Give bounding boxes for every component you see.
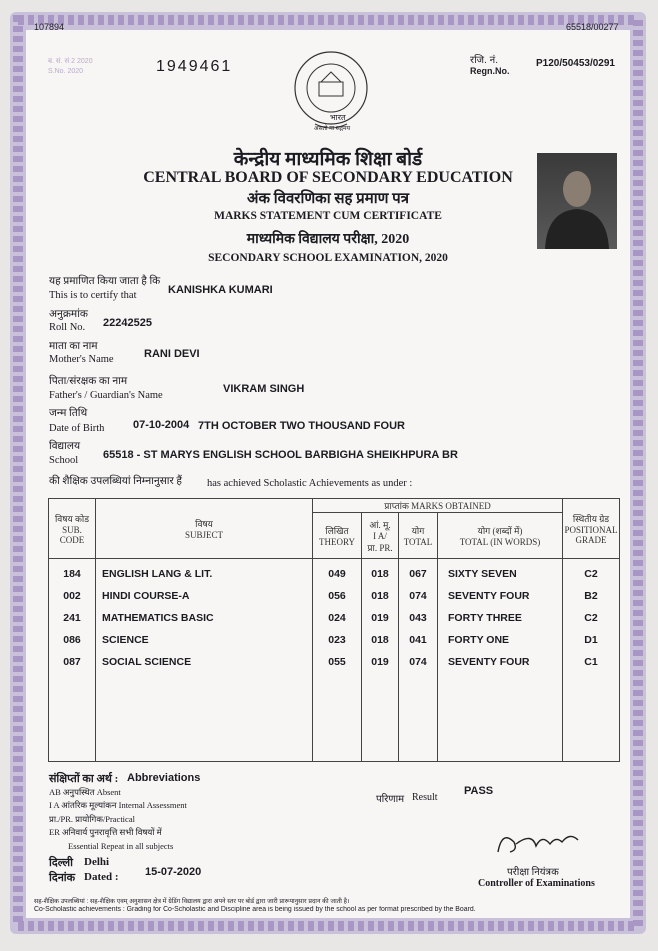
document-title-hindi: अंक विवरणिका सह प्रमाण पत्र — [247, 191, 409, 207]
abbr-essential-repeat-hindi: ER अनिवार्य पुनरावृत्ति सभी विषयों में — [49, 827, 162, 837]
achievement-hindi: की शैक्षिक उपलब्धियां निम्नानुसार हैं — [49, 476, 183, 487]
abbreviations-title-hindi: संक्षिप्तों का अर्थ : — [49, 773, 119, 785]
student-name: KANISHKA KUMARI — [168, 284, 273, 296]
place: Delhi — [84, 856, 110, 868]
serial-top-right: 65518/00277 — [566, 22, 619, 32]
school-label-hindi: विद्यालय — [49, 441, 81, 452]
certificate-number: 1949461 — [156, 58, 233, 75]
col-total-words-label: TOTAL (IN WORDS) — [459, 537, 541, 547]
table-cell-subject: SOCIAL SCIENCE — [102, 656, 192, 668]
table-cell-theory: 024 — [328, 612, 346, 624]
emblem-ring-text — [312, 6, 381, 15]
col-sub-code-hindi: विषय कोड — [54, 514, 90, 524]
result-label-hindi: परिणाम — [376, 794, 405, 805]
serial-top-left: 107894 — [34, 22, 65, 32]
table-cell-words: FORTY THREE — [448, 612, 522, 624]
certify-label: This is to certify that — [49, 290, 137, 301]
marks-obtained-hindi: प्राप्तांक — [384, 501, 409, 511]
col-pr-label: प्रा. PR. — [367, 542, 393, 553]
col-grade-label: POSITIONAL GRADE — [564, 525, 618, 545]
date-label-hindi: दिनांक — [49, 872, 76, 884]
certify-label-hindi: यह प्रमाणित किया जाता है कि — [49, 276, 161, 287]
regn-label: Regn.No. — [470, 66, 510, 76]
exam-title-hindi: माध्यमिक विद्यालय परीक्षा, 2020 — [246, 232, 410, 247]
col-grade — [563, 499, 620, 559]
abbr-absent: AB अनुपस्थित Absent — [49, 787, 121, 797]
col-sub-code — [49, 499, 96, 559]
col-theory-label: THEORY — [319, 537, 355, 547]
table-cell-theory: 049 — [328, 568, 346, 580]
roll-label-hindi: अनुक्रमांक — [49, 309, 88, 320]
theory-column — [313, 559, 362, 762]
col-total — [399, 513, 438, 559]
signature-icon — [492, 822, 592, 862]
date-label: Dated : — [84, 871, 119, 883]
board-name-hindi: केन्द्रीय माध्यमिक शिक्षा बोर्ड — [233, 149, 423, 170]
regn-label-hindi: रजि. नं. — [470, 55, 498, 66]
result-label: Result — [412, 792, 438, 803]
achievement-english: has achieved Scholastic Achievements as under : — [207, 478, 413, 489]
controller-hindi: परीक्षा नियंत्रक — [507, 867, 559, 878]
col-marks-obtained — [313, 499, 563, 513]
col-theory-hindi: लिखित — [325, 526, 349, 536]
father-name: VIKRAM SINGH — [223, 383, 305, 395]
col-subject-hindi: विषय — [195, 519, 213, 529]
father-label: Father's / Guardian's Name — [49, 390, 163, 401]
table-cell-ia: 019 — [371, 612, 389, 624]
table-cell-ia: 018 — [371, 634, 389, 646]
result-value: PASS — [464, 785, 494, 797]
table-cell-total: 041 — [409, 634, 427, 646]
col-subject-label: SUBJECT — [184, 530, 223, 540]
place-hindi: दिल्ली — [49, 857, 73, 869]
col-ia — [362, 513, 399, 559]
dob-label-hindi: जन्म तिथि — [49, 408, 88, 419]
father-label-hindi: पिता/संरक्षक का नाम — [49, 376, 128, 387]
marks-obtained-label: MARKS OBTAINED — [411, 501, 491, 511]
table-cell-total: 043 — [409, 612, 427, 624]
table-cell-grade: C2 — [584, 568, 598, 580]
regn-number: P120/50453/0291 — [536, 58, 615, 69]
board-name-english: CENTRAL BOARD OF SECONDARY EDUCATION — [143, 169, 513, 186]
table-cell-subject: ENGLISH LANG & LIT. — [102, 568, 213, 580]
col-ia-hindi: आं. मू. — [369, 519, 391, 530]
col-total-words-hindi: योग (शब्दों में) — [477, 526, 523, 536]
code-column — [49, 559, 96, 762]
controller-english: Controller of Examinations — [478, 878, 595, 889]
table-cell-theory: 055 — [328, 656, 346, 668]
col-theory — [313, 513, 362, 559]
col-total-label: TOTAL — [403, 537, 433, 547]
issue-date: 15-07-2020 — [145, 866, 202, 878]
school-label: School — [49, 455, 79, 466]
footer-note: Co-Scholastic achievements : Grading for Co-Scholastic and Discipline area is being issued by the school as per format prescribed by the Board. — [34, 906, 476, 913]
faint-sno-hindi: ब. सं. सं 2 2020 — [48, 58, 93, 65]
col-grade-hindi: स्थितीय ग्रेड — [572, 514, 610, 524]
words-column — [438, 559, 563, 762]
table-cell-total: 067 — [409, 568, 427, 580]
emblem-bottom-text: भारत — [330, 113, 346, 122]
table-cell-words: FORTY ONE — [448, 634, 510, 646]
mother-label: Mother's Name — [49, 354, 114, 365]
table-cell-grade: D1 — [584, 634, 598, 646]
table-cell-grade: B2 — [584, 590, 598, 602]
marks-table — [48, 498, 620, 762]
table-cell-code: 002 — [63, 590, 81, 602]
table-cell-code: 086 — [63, 634, 81, 646]
col-total-words — [438, 513, 563, 559]
table-cell-words: SEVENTY FOUR — [448, 656, 530, 668]
emblem-motto: असतो मा सद्गमय — [314, 126, 351, 132]
date-of-birth: 07-10-2004 — [133, 419, 190, 431]
col-total-hindi: योग — [411, 526, 425, 536]
col-sub-code-label: SUB. CODE — [59, 525, 85, 545]
abbr-practical: प्रा./PR. प्रायोगिक/Practical — [49, 814, 135, 824]
mother-label-hindi: माता का नाम — [49, 341, 98, 352]
roll-label: Roll No. — [49, 322, 86, 333]
table-cell-code: 184 — [63, 568, 81, 580]
col-subject — [96, 499, 313, 559]
table-cell-ia: 019 — [371, 656, 389, 668]
table-cell-subject: SCIENCE — [102, 634, 149, 646]
table-cell-theory: 023 — [328, 634, 346, 646]
table-cell-code: 241 — [63, 612, 81, 624]
table-cell-subject: HINDI COURSE-A — [102, 590, 190, 602]
abbr-essential-repeat: Essential Repeat in all subjects — [68, 841, 174, 851]
controller-signature — [492, 822, 592, 862]
table-cell-words: SEVENTY FOUR — [448, 590, 530, 602]
footer-note-hindi: सह-शैक्षिक उपलब्धियां : सह-शैक्षिक एवम् अनुशासन क्षेत्र में ग्रेडिंग विद्यालय द्वारा अपने स्तर पर बोर्ड द्वारा जारी प्रारूपानुसार प्रदान की जाती है। — [34, 898, 350, 905]
exam-title-english: SECONDARY SCHOOL EXAMINATION, 2020 — [208, 252, 448, 264]
table-cell-grade: C2 — [584, 612, 598, 624]
roll-number: 22242525 — [103, 317, 152, 329]
date-of-birth-words: 7TH OCTOBER TWO THOUSAND FOUR — [198, 420, 405, 432]
faint-sno: S.No. 2020 — [48, 68, 84, 75]
document-title-english: MARKS STATEMENT CUM CERTIFICATE — [214, 210, 442, 222]
abbr-internal-assessment: I A आंतरिक मूल्यांकन Internal Assessment — [49, 800, 187, 810]
subject-column — [96, 559, 313, 762]
ia-column — [362, 559, 399, 762]
table-cell-subject: MATHEMATICS BASIC — [102, 612, 214, 624]
table-cell-grade: C1 — [584, 656, 598, 668]
total-column — [399, 559, 438, 762]
table-cell-ia: 018 — [371, 590, 389, 602]
school-name: 65518 - ST MARYS ENGLISH SCHOOL BARBIGHA SHEIKHPURA BR — [103, 449, 458, 461]
dob-label: Date of Birth — [49, 423, 105, 434]
col-ia-label: I A/ — [373, 530, 387, 541]
abbreviations-title: Abbreviations — [127, 772, 201, 784]
table-cell-code: 087 — [63, 656, 81, 668]
table-cell-total: 074 — [409, 590, 427, 602]
table-cell-total: 074 — [409, 656, 427, 668]
table-cell-words: SIXTY SEVEN — [448, 568, 517, 580]
table-cell-theory: 056 — [328, 590, 346, 602]
table-cell-ia: 018 — [371, 568, 389, 580]
grade-column — [563, 559, 620, 762]
mother-name: RANI DEVI — [144, 348, 200, 360]
